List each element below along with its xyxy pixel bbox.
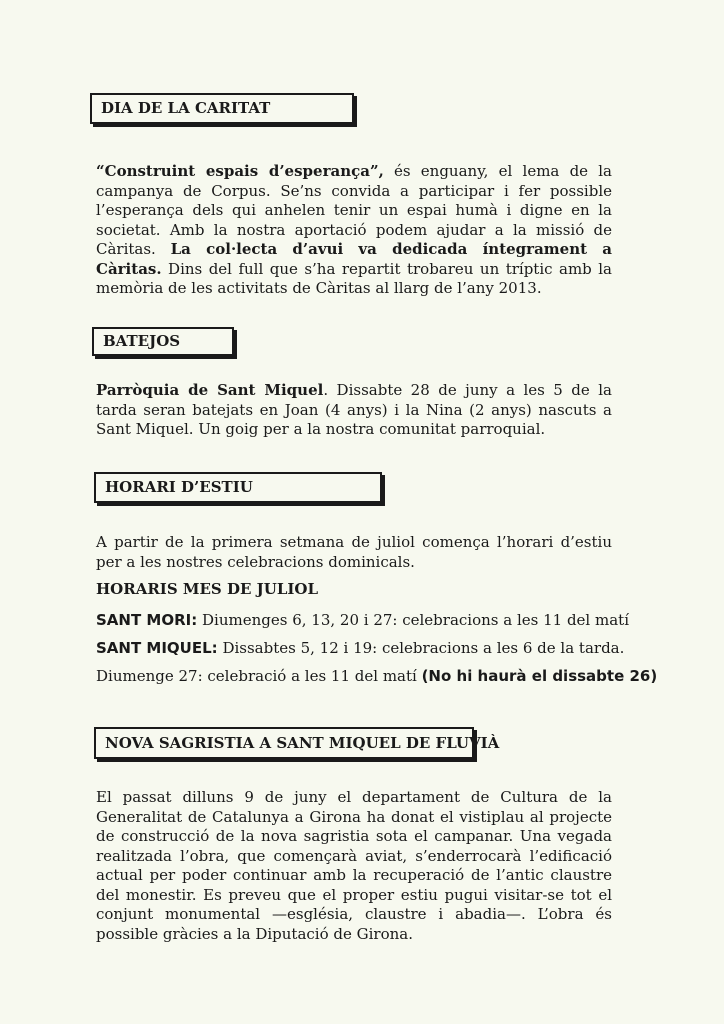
parish-name: Parròquia de Sant Miquel <box>96 381 324 399</box>
heading-text: BATEJOS <box>103 332 181 350</box>
section-heading-horari <box>94 472 382 503</box>
sagristia-paragraph: El passat dilluns 9 de juny el departament de Cultura de la Generalitat de Catalunya a Girona ha donat el vistiplau al projecte de construcció de la nova sagristia sota el campanar. Una vegada realitzada l’obra, que començarà aviat, s’enderrocarà l’edificació actual per poder continuar amb la recuperació de l’antic claustre del monestir. Es preveu que el proper estiu pugui visitar-se tot el conjunt monumental —església, claustre i abadia—. L’obra és possible gràcies a la Diputació de Girona. <box>96 788 612 943</box>
section-heading-batejos <box>92 327 234 356</box>
collection-note: La col·lecta d’avui va dedicada íntegrament a Càritas. <box>96 240 612 278</box>
sant-mori-schedule <box>96 611 629 630</box>
section-heading-sagristia <box>94 727 500 759</box>
diumenge-schedule <box>96 667 657 686</box>
section-heading-caritat <box>90 93 354 124</box>
horari-intro: A partir de la primera setmana de juliol comença l’horari d’estiu per a les nostres celebracions dominicals. <box>96 533 612 571</box>
heading-text: NOVA SAGRISTIA A SANT MIQUEL DE FLUVIÀ <box>105 733 500 752</box>
paragraph-text: . Dissabte 28 de juny a les 5 de la tarda seran batejats en Joan (4 anys) i la Nina (2 anys) nascuts a Sant Miquel. Un goig per a la nostra comunitat parroquial. <box>96 381 612 438</box>
campaign-slogan: “Construint espais d’esperança”, <box>96 162 384 180</box>
schedule-note: (No hi haurà el dissabte 26) <box>421 667 658 685</box>
schedule-text: Diumenges 6, 13, 20 i 27: celebracions a les 11 del matí <box>197 611 629 629</box>
paragraph-text: Dins del full que s’ha repartit trobareu un tríptic amb la memòria de les activitats de Càritas al llarg de l’any 2013. <box>96 259 612 297</box>
church-label: SANT MIQUEL: <box>96 639 218 657</box>
paragraph-text: és enguany, el lema de la campanya de Corpus. Se’ns convida a participar i fer possible l’esperança dels qui anhelen tenir un espai humà i digne en la societat. Amb la nostra aportació podem ajudar a la missió de Càritas. <box>96 162 612 258</box>
sant-miquel-schedule <box>96 639 624 658</box>
heading-text: HORARI D’ESTIU <box>105 478 253 496</box>
heading-text: DIA DE LA CARITAT <box>101 99 271 117</box>
caritat-paragraph <box>96 162 612 299</box>
church-label: SANT MORI: <box>96 611 198 629</box>
schedule-text: Diumenge 27: celebració a les 11 del matí <box>96 667 422 685</box>
batejos-paragraph <box>96 381 612 440</box>
horari-subheading: HORARIS MES DE JULIOL <box>96 580 318 598</box>
schedule-text: Dissabtes 5, 12 i 19: celebracions a les 6 de la tarda. <box>217 639 625 657</box>
